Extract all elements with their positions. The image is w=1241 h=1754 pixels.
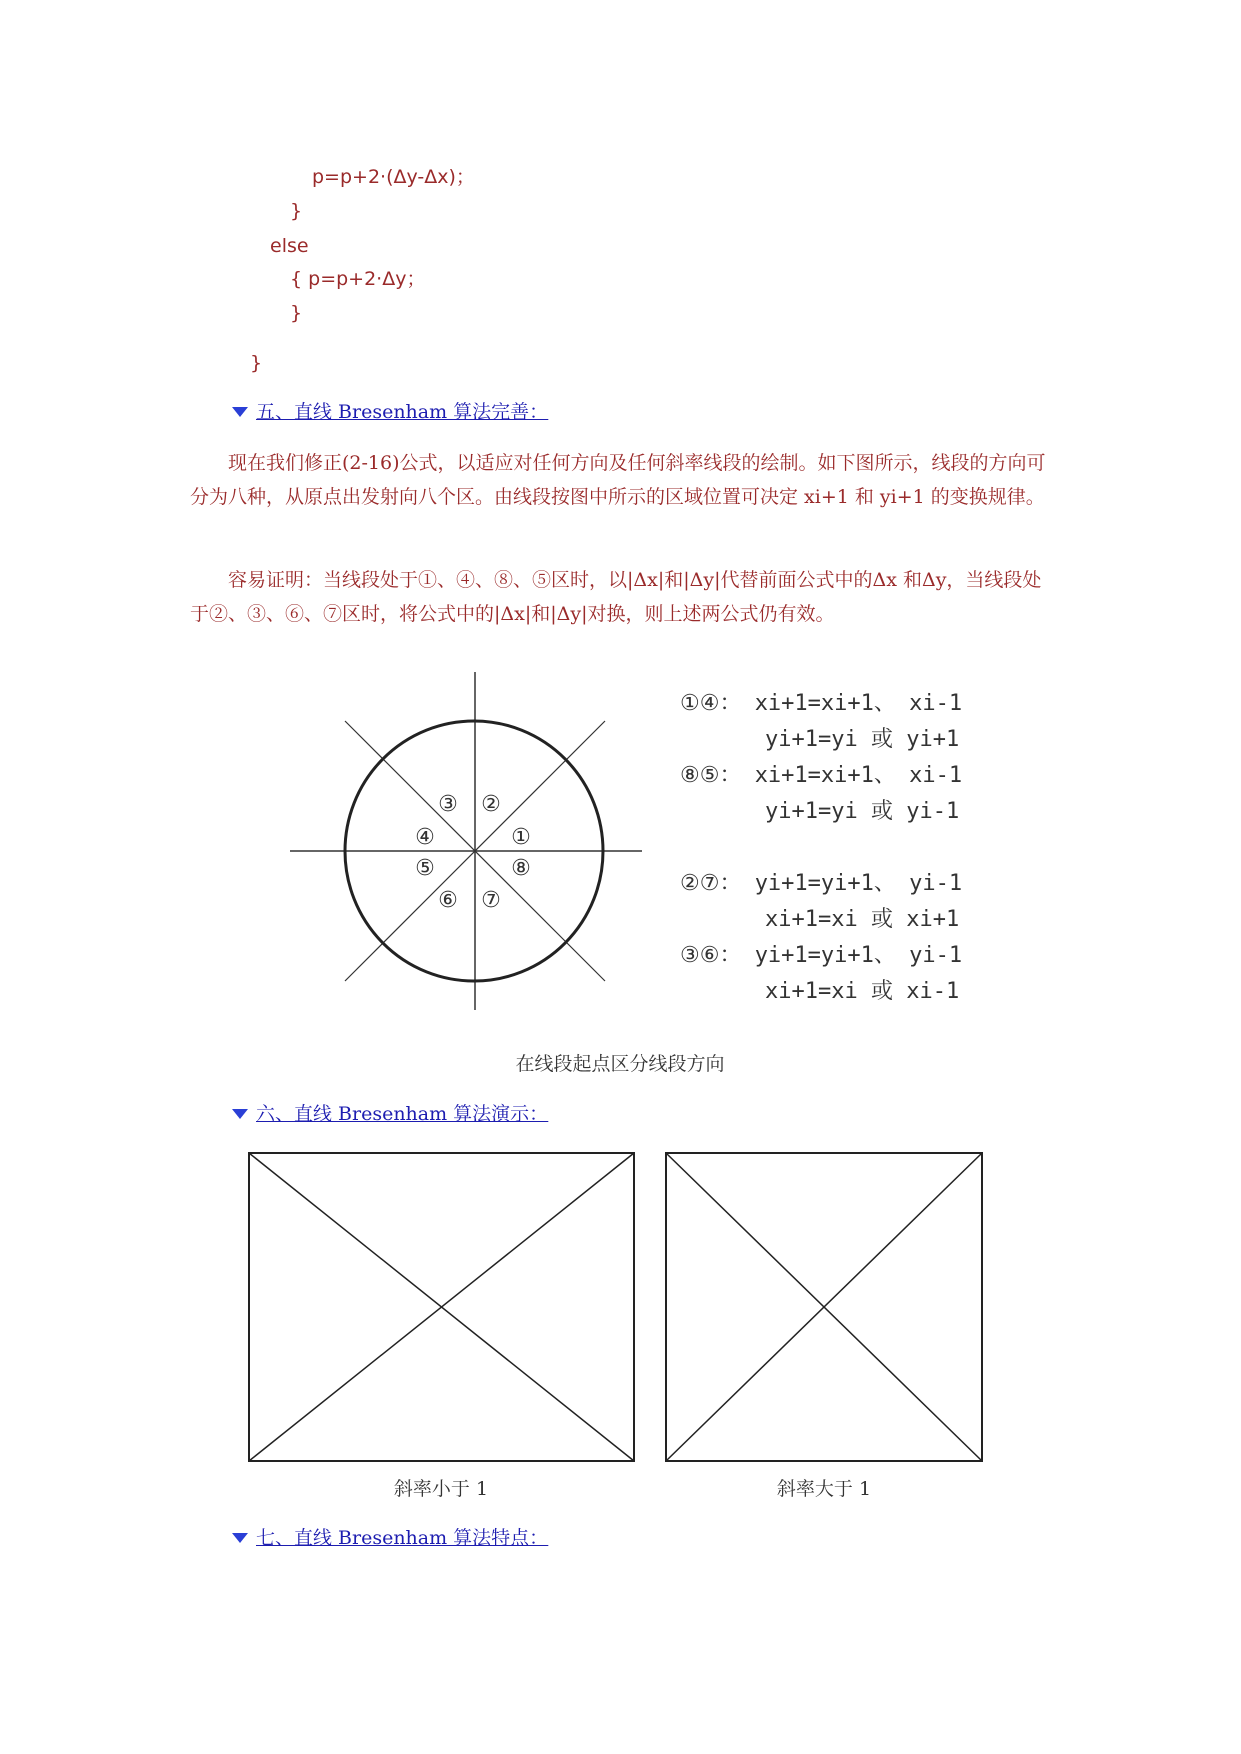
region-label-2: ② [481, 792, 501, 817]
region-label-3: ③ [438, 792, 458, 817]
region-label-1: ① [511, 825, 531, 850]
paragraph-text: 容易证明：当线段处于①、④、⑧、⑤区时，以|Δx|和|Δy|代替前面公式中的Δx 和Δy，当线段处于②、③、⑥、⑦区时，将公式中的|Δx|和|Δy|对换，则上述两公式仍有效。 [190, 569, 1042, 625]
section7-heading-link[interactable]: 七、直线 Bresenham 算法特点： [256, 1527, 549, 1549]
expand-triangle-icon[interactable] [232, 407, 248, 417]
region-label-7: ⑦ [481, 888, 501, 913]
demo2-caption: 斜率大于 1 [776, 1478, 872, 1500]
formula-3-6-x: xi+1=xi 或 xi-1 [765, 979, 960, 1004]
expand-triangle-icon[interactable] [232, 1109, 248, 1119]
section6-heading-link[interactable]: 六、直线 Bresenham 算法演示： [256, 1103, 549, 1125]
formula-3-6-y: ③⑥： yi+1=yi+1、 yi-1 [680, 943, 963, 968]
formula-2-7-x: xi+1=xi 或 xi+1 [765, 907, 960, 932]
formula-1-4-y: yi+1=yi 或 yi+1 [765, 727, 960, 752]
expand-triangle-icon[interactable] [232, 1533, 248, 1543]
formula-8-5-x: ⑧⑤： xi+1=xi+1、 xi-1 [680, 763, 963, 788]
region-label-4: ④ [415, 825, 435, 850]
formula-8-5-y: yi+1=yi 或 yi-1 [765, 799, 960, 824]
region-label-8: ⑧ [511, 856, 531, 881]
section5-heading-link[interactable]: 五、直线 Bresenham 算法完善： [256, 401, 549, 423]
section5-paragraph-2 [190, 563, 1060, 631]
section6-heading[interactable] [232, 1099, 548, 1129]
octant-diagram [285, 668, 655, 1018]
code-line-5: } [290, 302, 303, 324]
demo-image-placeholder-2 [665, 1152, 983, 1462]
section7-heading[interactable] [232, 1523, 548, 1553]
code-line-2: } [290, 200, 303, 222]
region-label-5: ⑤ [415, 856, 435, 881]
code-line-6: } [250, 352, 263, 374]
demo1-caption: 斜率小于 1 [393, 1478, 489, 1500]
region-label-6: ⑥ [438, 888, 458, 913]
figure-caption: 在线段起点区分线段方向 [515, 1053, 725, 1075]
formula-1-4-x: ①④： xi+1=xi+1、 xi-1 [680, 691, 963, 716]
demo-image-placeholder-1 [248, 1152, 635, 1462]
section5-heading[interactable] [232, 397, 548, 427]
code-line-3: else [270, 235, 309, 257]
code-line-1: p=p+2·(Δy-Δx)； [312, 166, 475, 188]
code-line-4: { p=p+2·Δy； [290, 268, 426, 290]
formula-2-7-y: ②⑦： yi+1=yi+1、 yi-1 [680, 871, 963, 896]
paragraph-text: 现在我们修正(2-16)公式，以适应对任何方向及任何斜率线段的绘制。如下图所示，线段的方向可分为八种，从原点出发射向八个区。由线段按图中所示的区域位置可决定 xi+1 和 yi+1 的变换规律。 [190, 452, 1046, 508]
section5-paragraph-1 [190, 446, 1060, 514]
